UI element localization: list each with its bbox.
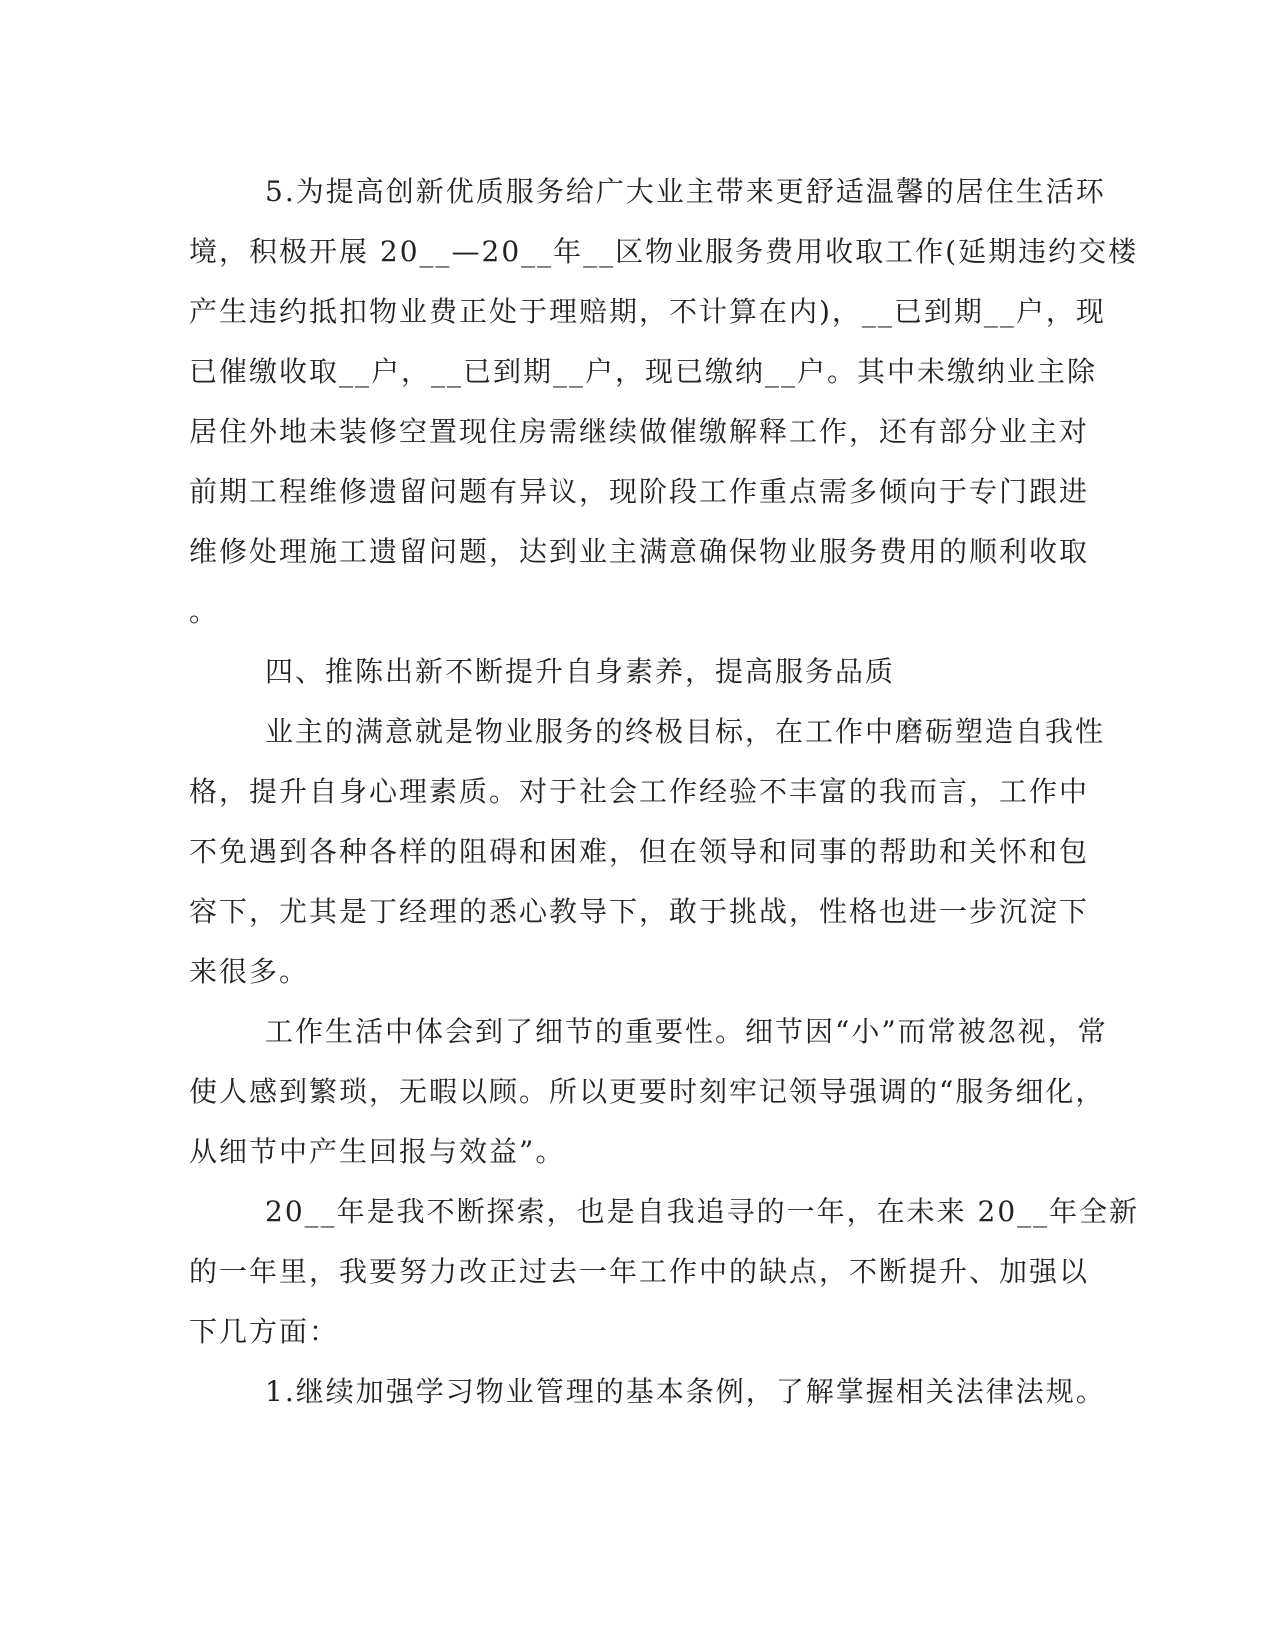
text-line: 的一年里，我要努力改正过去一年工作中的缺点，不断提升、加强以 [189, 1255, 1090, 1288]
text-line: 格，提升自身心理素质。对于社会工作经验不丰富的我而言，工作中 [189, 775, 1090, 808]
text-line: 境，积极开展 20__—20__年__区物业服务费用收取工作(延期违约交楼 [189, 235, 1139, 268]
text-line: 从细节中产生回报与效益”。 [189, 1135, 566, 1168]
section-heading [189, 642, 1079, 702]
text-line: 前期工程维修遗留问题有异议，现阶段工作重点需多倾向于专门跟进 [189, 475, 1090, 508]
heading-text: 四、推陈出新不断提升自身素养，提高服务品质 [265, 655, 896, 688]
paragraph-owner-satisfaction [189, 702, 1106, 1002]
text-line: 不免遇到各种各样的阻碍和困难，但在领导和同事的帮助和关怀和包 [189, 835, 1090, 868]
text-line: 维修处理施工遗留问题，达到业主满意确保物业服务费用的顺利收取 [189, 535, 1090, 568]
text-line: 来很多。 [189, 955, 310, 988]
paragraph-list-item-1 [189, 1362, 1106, 1422]
text-line: 居住外地未装修空置现住房需继续做催缴解释工作，还有部分业主对 [189, 415, 1090, 448]
text-line: 5.为提高创新优质服务给广大业主带来更舒适温馨的居住生活环 [265, 175, 1106, 208]
document-body [189, 162, 1140, 1422]
text-line: 已催缴收取__户，__已到期__户，现已缴纳__户。其中未缴纳业主除 [189, 355, 1098, 388]
text-line: 使人感到繁琐，无暇以顾。所以更要时刻牢记领导强调的“服务细化， [189, 1075, 1106, 1108]
paragraph-fee-collection [189, 162, 1139, 642]
text-line: 产生违约抵扣物业费正处于理赔期，不计算在内)，__已到期__户，现 [189, 295, 1106, 328]
text-line: 容下，尤其是丁经理的悉心教导下，敢于挑战，性格也进一步沉淀下 [189, 895, 1090, 928]
text-line: 工作生活中体会到了细节的重要性。细节因“小”而常被忽视，常 [265, 1015, 1108, 1048]
text-line: 1.继续加强学习物业管理的基本条例，了解掌握相关法律法规。 [265, 1375, 1106, 1408]
text-line: 下几方面： [189, 1315, 340, 1348]
text-line: 20__年是我不断探索，也是自我追寻的一年，在未来 20__年全新 [265, 1195, 1140, 1228]
text-line: 。 [189, 595, 220, 628]
paragraph-new-year [189, 1182, 1140, 1362]
text-line: 业主的满意就是物业服务的终极目标，在工作中磨砺塑造自我性 [265, 715, 1106, 748]
paragraph-details [189, 1002, 1108, 1182]
